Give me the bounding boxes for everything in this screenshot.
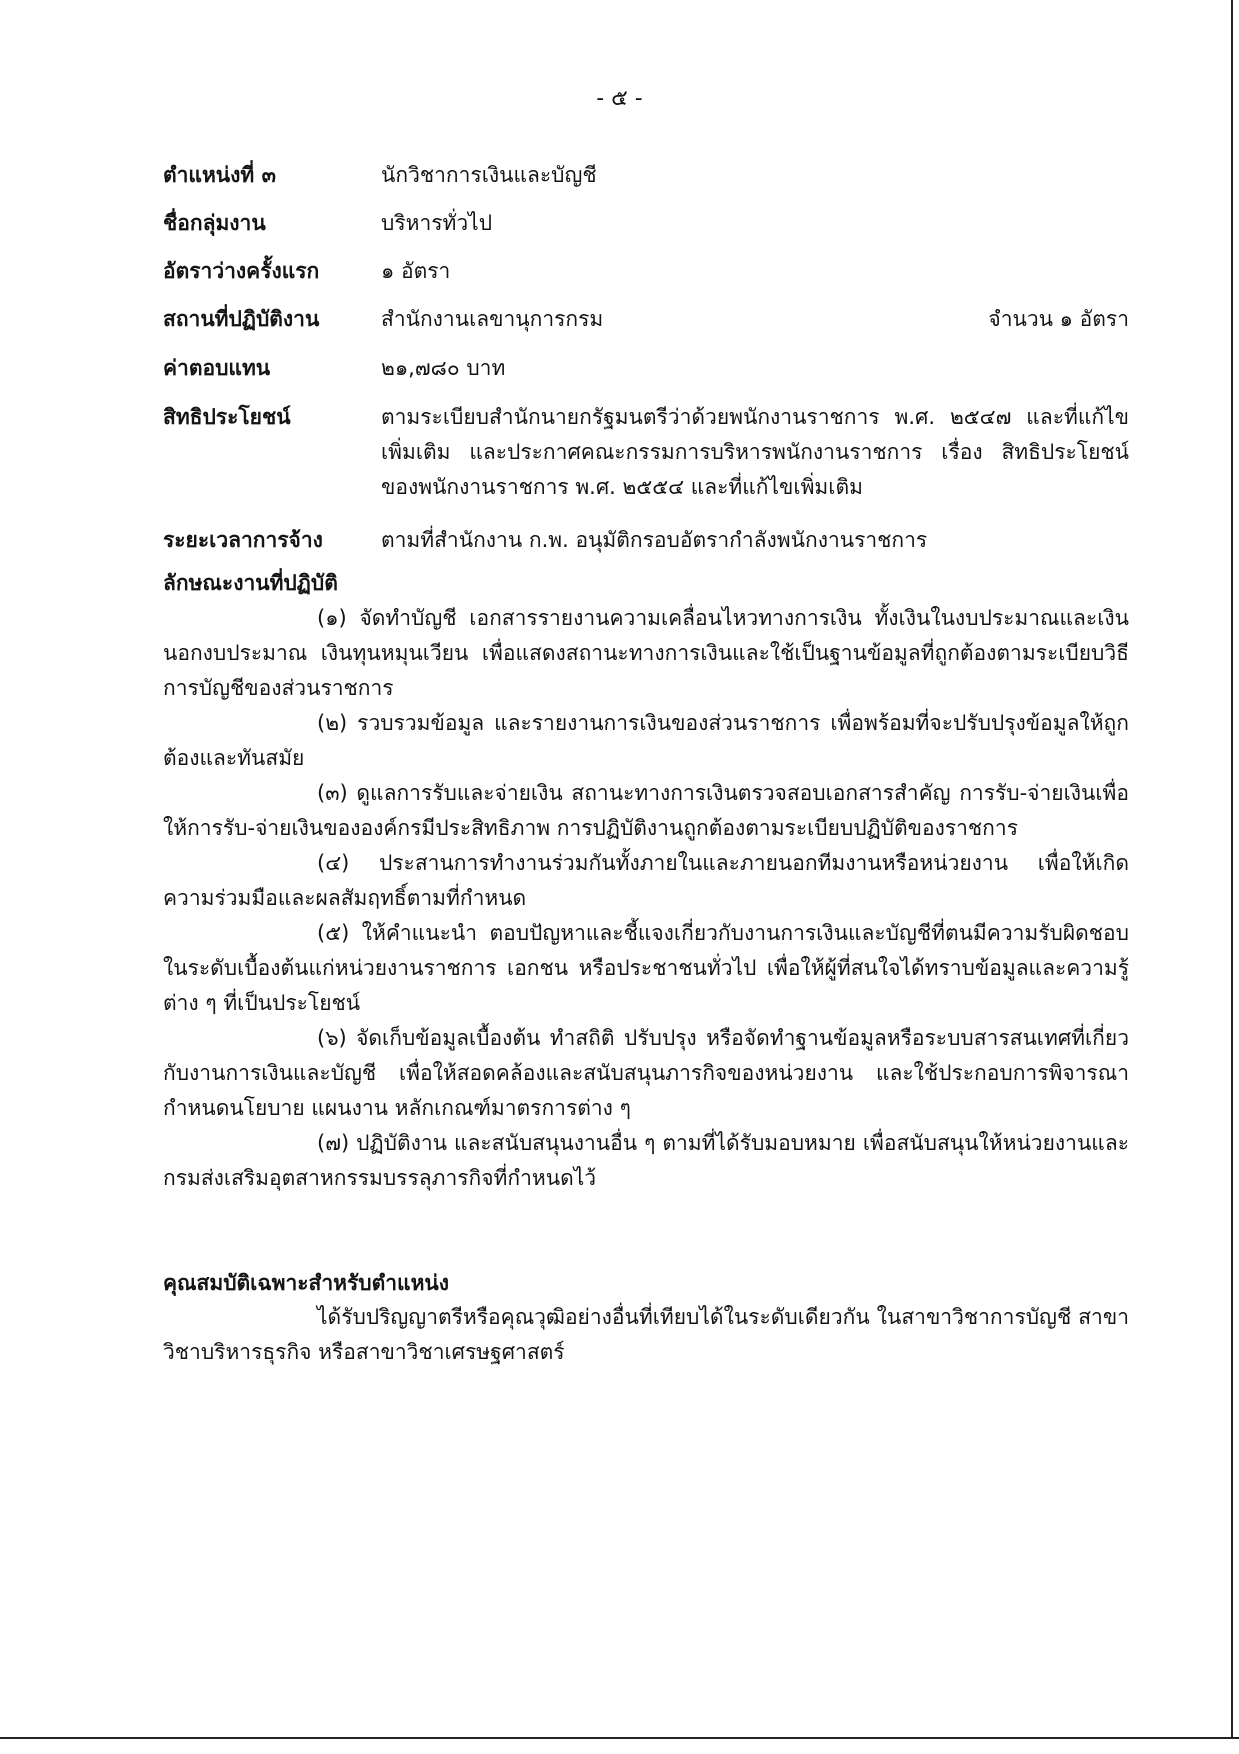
duties-heading: ลักษณะงานที่ปฏิบัติ xyxy=(163,571,338,595)
page-border-right xyxy=(1231,0,1233,1739)
field-position xyxy=(163,158,1129,193)
field-vacancies xyxy=(163,254,1129,289)
field-workplace-value: สำนักงานเลขานุการกรม xyxy=(381,307,604,331)
duty-item-5: (๕) ให้คำแนะนำ ตอบปัญหาและชี้แจงเกี่ยวกับงานการเงินและบัญชีที่ตนมีความรับผิดชอบในระดับเบื้องต้นแก่หน่วยงานราชการ เอกชน หรือประชาชนทั่วไป เพื่อให้ผู้ที่สนใจได้ทราบข้อมูลและความรู้ต่าง ๆ ที่เป็นประโยชน์ xyxy=(163,921,1129,1015)
qualifications-heading: คุณสมบัติเฉพาะสำหรับตำแหน่ง xyxy=(163,1271,450,1295)
qualifications-section xyxy=(163,1300,1129,1370)
duty-item-4: (๔) ประสานการทำงานร่วมกันทั้งภายในและภายนอกทีมงานหรือหน่วยงาน เพื่อให้เกิดความร่วมมือและผลสัมฤทธิ์ตามที่กำหนด xyxy=(163,851,1129,910)
page-number: - ๕ - xyxy=(596,86,643,111)
field-benefits xyxy=(163,400,1129,505)
field-duration xyxy=(163,523,1129,558)
qualifications-text: ได้รับปริญญาตรีหรือคุณวุฒิอย่างอื่นที่เทียบได้ในระดับเดียวกัน ในสาขาวิชาการบัญชี สาขาวิชาบริหารธุรกิจ หรือสาขาวิชาเศรษฐศาสตร์ xyxy=(163,1305,1129,1364)
field-vacancies-value: ๑ อัตรา xyxy=(381,259,451,283)
field-vacancies-label: อัตราว่างครั้งแรก xyxy=(163,259,320,283)
field-benefits-label: สิทธิประโยชน์ xyxy=(163,405,291,429)
duty-item-1: (๑) จัดทำบัญชี เอกสารรายงานความเคลื่อนไหวทางการเงิน ทั้งเงินในงบประมาณและเงินนอกงบประมาณ เงินทุนหมุนเวียน เพื่อแสดงสถานะทางการเงินและใช้เป็นฐานข้อมูลที่ถูกต้องตามระเบียบวิธีการบัญชีของส่วนราชการ xyxy=(163,606,1129,700)
field-salary-value: ๒๑,๗๘๐ บาท xyxy=(381,356,506,380)
duties-list xyxy=(163,601,1129,1196)
field-workplace-label: สถานที่ปฏิบัติงาน xyxy=(163,307,320,331)
field-salary xyxy=(163,351,1129,386)
page-border-bottom xyxy=(0,1737,1239,1739)
field-position-label: ตำแหน่งที่ ๓ xyxy=(163,163,276,187)
field-group xyxy=(163,206,1129,241)
duty-item-6: (๖) จัดเก็บข้อมูลเบื้องต้น ทำสถิติ ปรับปรุง หรือจัดทำฐานข้อมูลหรือระบบสารสนเทศที่เกี่ยวกับงานการเงินและบัญชี เพื่อให้สอดคล้องและสนับสนุนภารกิจของหน่วยงาน และใช้ประกอบการพิจารณากำหนดนโยบาย แผนงาน หลักเกณฑ์มาตรการต่าง ๆ xyxy=(163,1026,1129,1120)
field-duration-label: ระยะเวลาการจ้าง xyxy=(163,528,323,552)
field-benefits-value: ตามระเบียบสำนักนายกรัฐมนตรีว่าด้วยพนักงานราชการ พ.ศ. ๒๕๔๗ และที่แก้ไขเพิ่มเติม และประกาศคณะกรรมการบริหารพนักงานราชการ เรื่อง สิทธิประโยชน์ของพนักงานราชการ พ.ศ. ๒๕๕๔ และที่แก้ไขเพิ่มเติม xyxy=(381,405,1129,499)
field-salary-label: ค่าตอบแทน xyxy=(163,356,271,380)
field-group-label: ชื่อกลุ่มงาน xyxy=(163,211,266,235)
duty-item-3: (๓) ดูแลการรับและจ่ายเงิน สถานะทางการเงินตรวจสอบเอกสารสำคัญ การรับ-จ่ายเงินเพื่อให้การรับ-จ่ายเงินขององค์กรมีประสิทธิภาพ การปฏิบัติงานถูกต้องตามระเบียบปฏิบัติของราชการ xyxy=(163,781,1129,840)
field-duration-value: ตามที่สำนักงาน ก.พ. อนุมัติกรอบอัตรากำลังพนักงานราชการ xyxy=(381,528,928,552)
field-workplace xyxy=(163,302,1129,337)
duty-item-7: (๗) ปฏิบัติงาน และสนับสนุนงานอื่น ๆ ตามที่ได้รับมอบหมาย เพื่อสนับสนุนให้หน่วยงานและกรมส่งเสริมอุตสาหกรรมบรรลุภารกิจที่กำหนดไว้ xyxy=(163,1131,1129,1190)
field-group-value: บริหารทั่วไป xyxy=(381,211,493,235)
field-workplace-count: จำนวน ๑ อัตรา xyxy=(988,307,1129,331)
duty-item-2: (๒) รวบรวมข้อมูล และรายงานการเงินของส่วนราชการ เพื่อพร้อมที่จะปรับปรุงข้อมูลให้ถูกต้องและทันสมัย xyxy=(163,711,1129,770)
field-position-value: นักวิชาการเงินและบัญชี xyxy=(381,163,597,187)
